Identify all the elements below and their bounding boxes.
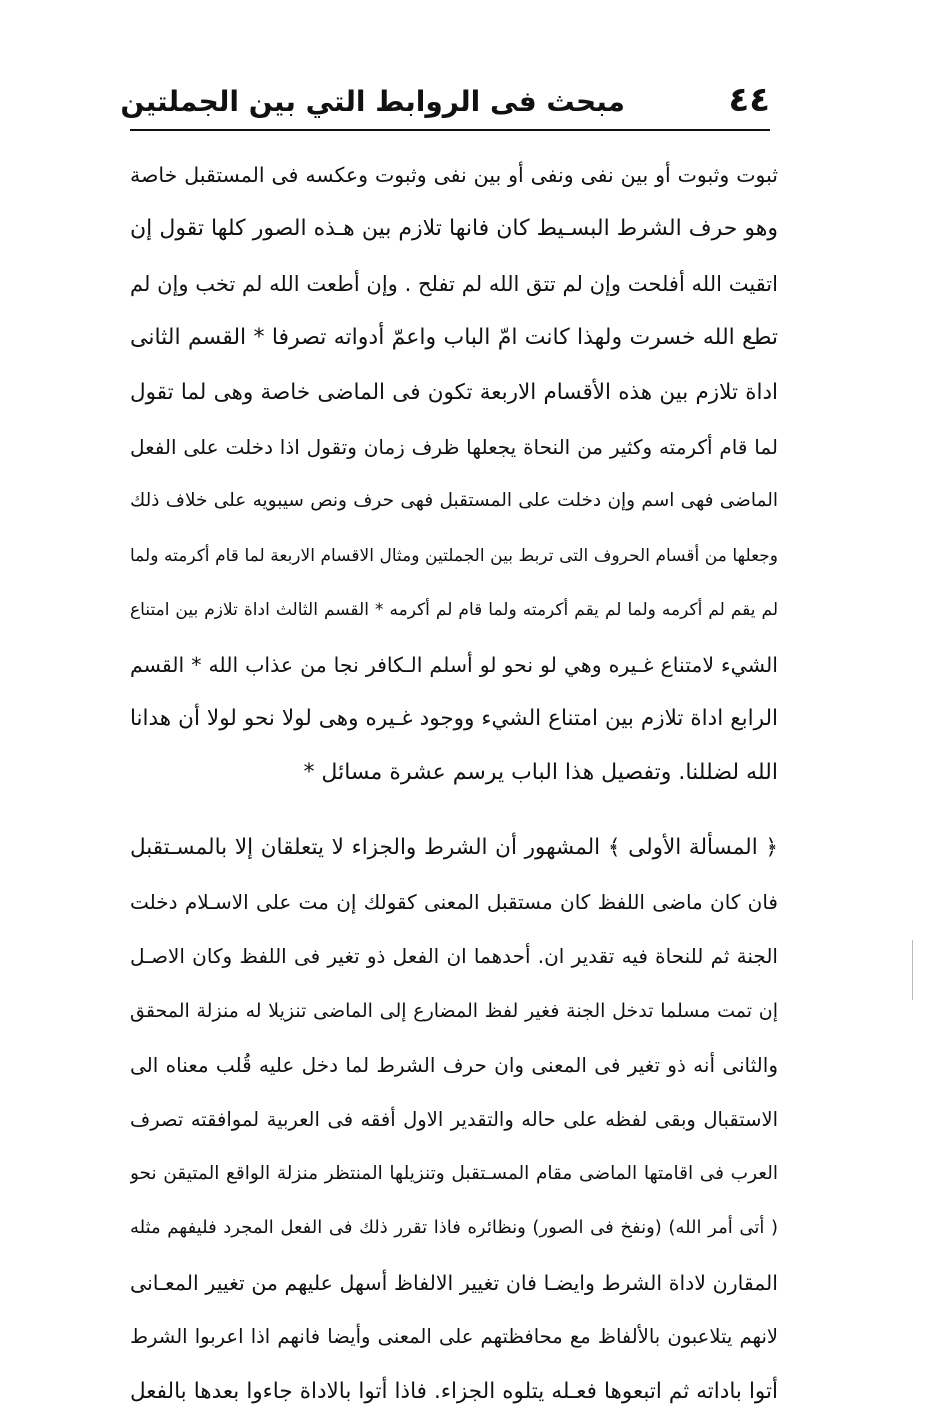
paragraph-gap: [130, 801, 778, 821]
header-rule: [130, 129, 770, 131]
text-line: والثانى أنه ذو تغير فى المعنى وان حرف الشرط لما دخل عليه قُلب معناه الى: [130, 1053, 778, 1078]
paragraph-1: [130, 148, 778, 801]
text-line: الجنة ثم للنحاة فيه تقدير ان. أحدهما ان الفعل ذو تغير فى اللفظ وكان الاصـل: [130, 944, 778, 969]
page-number: ٤٤: [728, 80, 770, 120]
text-line: تطع الله خسرت ولهذا كانت امّ الباب واعمّ أدواته تصرفا * القسم الثانى: [130, 325, 778, 351]
text-line: ثبوت وثبوت أو بين نفى ونفى أو بين نفى وثبوت وعكسه فى المستقبل خاصة: [130, 163, 778, 187]
text-line: ﴿ المسألة الأولى ﴾ المشهور أن الشرط والجزاء لا يتعلقان إلا بالمسـتقبل: [130, 834, 778, 860]
text-line: الشيء لامتناع غـيره وهي لو نحو لو أسلم الـكافر نجا من عذاب الله * القسم: [130, 652, 778, 677]
running-title: مبحث فى الروابط التي بين الجملتين: [120, 85, 625, 118]
text-line: وهو حرف الشرط البسـيط كان فانها تلازم بين هـذه الصور كلها تقول إن: [130, 216, 778, 242]
text-line: لما قام أكرمته وكثير من النحاة يجعلها ظرف زمان وتقول اذا دخلت على الفعل: [130, 434, 778, 459]
text-line: المقارن لاداة الشرط وايضـا فان تغيير الالفاظ أسهل عليهم من تغيير المعـانى: [130, 1270, 778, 1295]
text-line: لم يقم لم أكرمه ولما لم يقم أكرمته ولما قام لم أكرمه * القسم الثالث اداة تلازم بين امتناع: [130, 600, 778, 621]
margin-mark: [912, 940, 913, 1000]
text-line: إن تمت مسلما تدخل الجنة فغير لفظ المضارع إلى الماضى تنزيلا له منزلة المحقق: [130, 999, 778, 1022]
text-line: الله لضللنا. وتفصيل هذا الباب يرسم عشرة مسائل *: [303, 760, 778, 786]
body-text: [130, 148, 778, 1419]
text-line: لانهم يتلاعبون بالألفاظ مع محافظتهم على المعنى وأيضا فانهم اذا اعربوا الشرط: [130, 1325, 778, 1349]
text-line: وجعلها من أقسام الحروف التى تربط بين الجملتين ومثال الاقسام الاربعة لما قام أكرمته ولما: [130, 545, 778, 566]
text-line: اداة تلازم بين هذه الأقسام الاربعة تكون فى الماضى خاصة وهى لما تقول: [130, 379, 778, 405]
text-line: الرابع اداة تلازم بين امتناع الشيء ووجود غـيره وهى لولا نحو لولا أن هدانا: [130, 705, 778, 731]
text-line: فان كان ماضى اللفظ كان مستقبل المعنى كقولك إن مت على الاسـلام دخلت: [130, 890, 778, 915]
text-line: العرب فى اقامتها الماضى مقام المسـتقبل وتنزيلها المنتظر منزلة الواقع المتيقن نحو: [130, 1163, 778, 1185]
text-line: الماضى فهى اسم وإن دخلت على المستقبل فهى حرف ونص سيبويه على خلاف ذلك: [130, 490, 778, 512]
paragraph-2: [130, 821, 778, 1419]
text-line: الاستقبال وبقى لفظه على حاله والتقدير الاول أفقه فى العربية لموافقته تصرف: [130, 1107, 778, 1131]
page-header: [120, 78, 770, 126]
text-line: اتقيت الله أفلحت وإن لم تتق الله لم تفلح . وإن أطعت الله لم تخب وإن لم: [130, 271, 778, 296]
text-line: ( أتى أمر الله) (ونفخ فى الصور) ونظائره فاذا تقرر ذلك فى الفعل المجرد فليفهم مثله: [130, 1217, 778, 1239]
text-line: أتوا باداته ثم اتبعوها فعـله يتلوه الجزاء. فاذا أتوا بالاداة جاءوا بعدها بالفعل: [130, 1378, 778, 1404]
